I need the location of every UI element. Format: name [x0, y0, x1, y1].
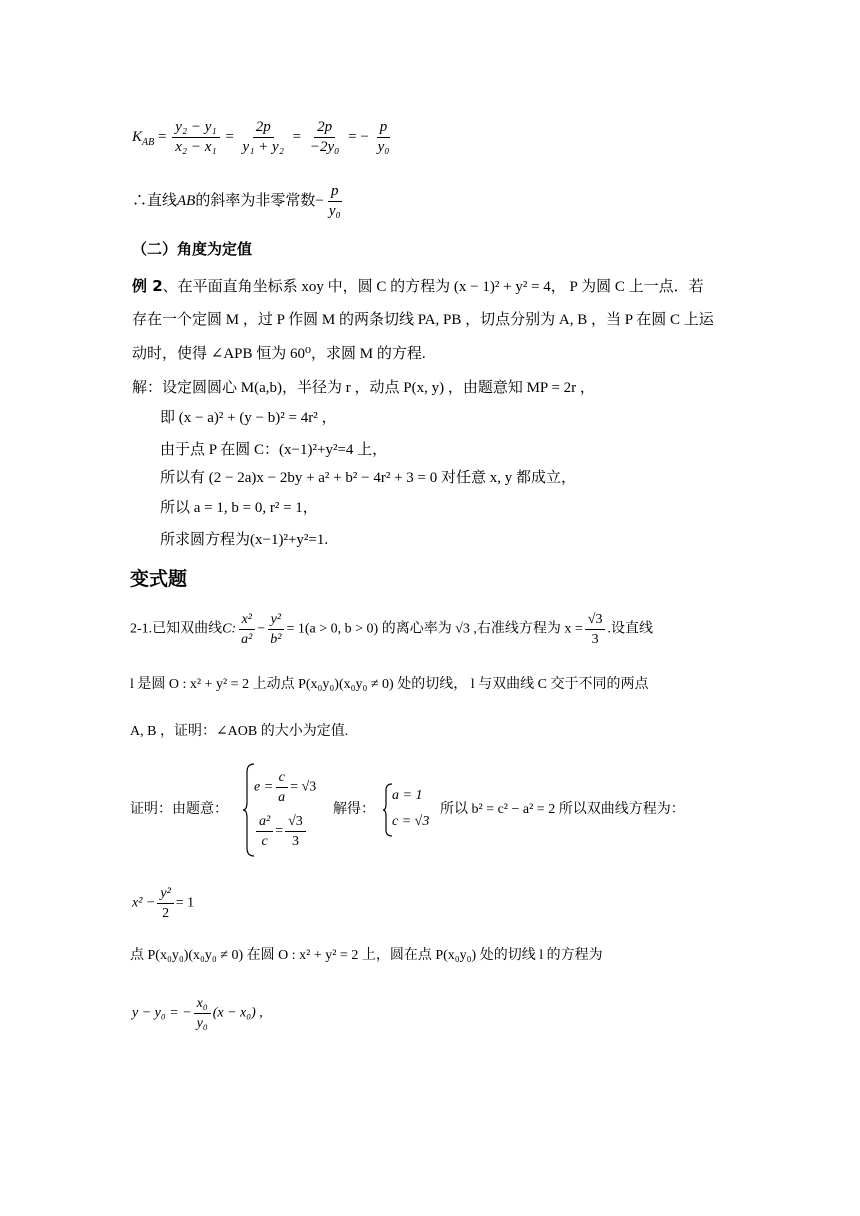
tangent-statement: 点 P(x₀y₀)(x₀y₀ ≠ 0) 在圆 O : x² + y² = 2 上，圆在点 P(x₀y₀) 处的切线 l 的方程为 — [130, 948, 603, 963]
hyp-num: y² — [157, 884, 173, 904]
solution-line3: 由于点 P 在圆 C：(x−1)²+y²=4 上， — [160, 442, 388, 458]
a2-num: a² — [256, 812, 273, 832]
problem-line1: 2-1.已知双曲线C: $\frac{\text{x²}}{\text{a²}}$ − $\frac{\text{y²}}{\text{b²}}$ = 1(a > 0, b > 0) 的离心率为 √3 ,右准线方程为 x = $\frac{√3}{3}$ .设直线 — [130, 612, 653, 647]
solution-line2: 即 (x − a)² + (y − b)² = 4r² ， — [160, 410, 337, 426]
fraction-4 — [375, 118, 393, 157]
y2-over-2 — [157, 884, 173, 923]
conclusion-den: y₀ — [328, 203, 341, 219]
fraction-2-num: 2p — [253, 118, 274, 138]
solution-line4: 所以有 (2 − 2a)x − 2by + a² + b² − 4r² + 3 = 0 对任意 x, y 都成立， — [160, 470, 577, 486]
problem-line3: A, B ，证明：∠AOB 的大小为定值. — [130, 724, 349, 739]
solution-line1: 解：设定圆圆心 M(a,b)，半径为 r ，动点 P(x, y) ，由题意知 MP = 2r ， — [132, 380, 595, 396]
proof-label: 证明：由题意： — [130, 802, 228, 817]
example-text-1: 、在平面直角坐标系 xoy 中，圆 C 的方程为 (x − 1)² + y² = 4， P 为圆 C 上一点．若 — [162, 279, 704, 295]
sqrt3-over-3 — [285, 812, 306, 851]
equals-sign: = — [348, 128, 357, 145]
example-label: 例 2 — [132, 277, 163, 295]
equals-sign: = — [225, 128, 234, 145]
problem-text-3: .设直线 — [607, 621, 653, 637]
tangent-lhs: y − y₀ = − — [132, 1005, 192, 1021]
hy-den: b² — [270, 632, 282, 647]
c-over-a — [275, 768, 288, 807]
minus-sign: − — [315, 192, 324, 209]
example2-line3: 动时，使得 ∠APB 恒为 60⁰，求圆 M 的方程. — [132, 346, 426, 362]
conclusion-num: p — [328, 182, 342, 202]
x0-num: x₀ — [194, 994, 211, 1014]
conclusion-ab: AB — [177, 192, 196, 209]
hx-den: a² — [241, 632, 253, 647]
equals-sign: = — [292, 128, 302, 145]
conclusion-suffix: 的斜率为非零常数 — [195, 192, 316, 209]
problem-intro: 2-1.已知双曲线 — [130, 621, 223, 637]
hyp-rhs: = 1 — [175, 895, 195, 911]
conclusion-prefix: ∴直线 — [132, 192, 178, 209]
solution-line6: 所求圆方程为(x−1)²+y²=1. — [160, 532, 329, 548]
slope-symbol: K — [132, 128, 143, 145]
slope-formula — [132, 118, 394, 157]
slope-conclusion — [132, 182, 346, 221]
three-den: 3 — [291, 834, 299, 849]
directrix-fraction — [585, 610, 606, 649]
dir-num: √3 — [585, 610, 606, 630]
section-title: （二）角度为定值 — [132, 240, 253, 258]
hx-num: x² — [239, 610, 255, 630]
e-lhs: e = — [254, 779, 274, 795]
dir-den: 3 — [591, 632, 599, 647]
fraction-1-den: x₂ − x₁ — [175, 139, 217, 155]
tangent-rhs: (x − x₀) , — [212, 1005, 263, 1021]
fraction-3-num: 2p — [314, 118, 335, 138]
a-den: a — [278, 790, 286, 805]
example2-line2: 存在一个定圆 M ，过 P 作圆 M 的两条切线 PA, PB ，切点分别为 A, B ，当 P 在圆 C 上运 — [132, 312, 714, 328]
equals-sign: = — [157, 128, 167, 145]
slope-subscript: AB — [142, 136, 155, 148]
hyp-den: 2 — [162, 906, 170, 921]
tangent-equation — [132, 994, 263, 1033]
system1-line1 — [254, 768, 316, 807]
e-rhs: = √3 — [290, 779, 317, 795]
sqrt3-num: √3 — [285, 812, 306, 832]
y0-den: y₀ — [196, 1016, 208, 1031]
hyperbola-x-fraction — [238, 610, 255, 649]
x0-over-y0 — [194, 994, 211, 1033]
hyp-lhs: x² − — [132, 895, 156, 911]
hyperbola-label: C: — [222, 621, 237, 637]
fraction-4-den: y₀ — [377, 139, 390, 155]
fraction-4-num: p — [377, 118, 391, 138]
hyperbola-equation — [132, 884, 194, 923]
minus-sign: − — [360, 128, 369, 145]
equals-sign: = — [275, 823, 284, 839]
hy-num: y² — [268, 610, 284, 630]
fraction-3-den: −2y₀ — [309, 139, 340, 155]
fraction-2-den: y₁ + y₂ — [242, 139, 284, 155]
fraction-1-num: y₂ − y₁ — [172, 118, 219, 138]
solution-line5: 所以 a = 1, b = 0, r² = 1， — [160, 500, 318, 516]
system2-line2: c = √3 — [392, 814, 430, 829]
conclusion-fraction — [326, 182, 344, 221]
fraction-3 — [307, 118, 343, 157]
proof-after: 所以 b² = c² − a² = 2 所以双曲线方程为： — [440, 802, 685, 817]
system2-line1: a = 1 — [392, 788, 423, 803]
c-num: c — [276, 768, 288, 788]
c-den: c — [261, 834, 268, 849]
hyperbola-y-fraction — [267, 610, 284, 649]
variants-title: 变式题 — [130, 568, 188, 590]
example2-line1 — [132, 276, 704, 297]
solve-label: 解得： — [333, 802, 375, 817]
a2-over-c — [256, 812, 273, 851]
problem-text-2: = 1(a > 0, b > 0) 的离心率为 √3 ,右准线方程为 x = — [286, 621, 583, 637]
fraction-2 — [240, 118, 287, 157]
fraction-1 — [172, 118, 219, 157]
problem-line2: l 是圆 O : x² + y² = 2 上动点 P(x₀y₀)(x₀y₀ ≠ 0) 处的切线， l 与双曲线 C 交于不同的两点 — [130, 677, 649, 692]
system1-line2 — [254, 812, 308, 851]
